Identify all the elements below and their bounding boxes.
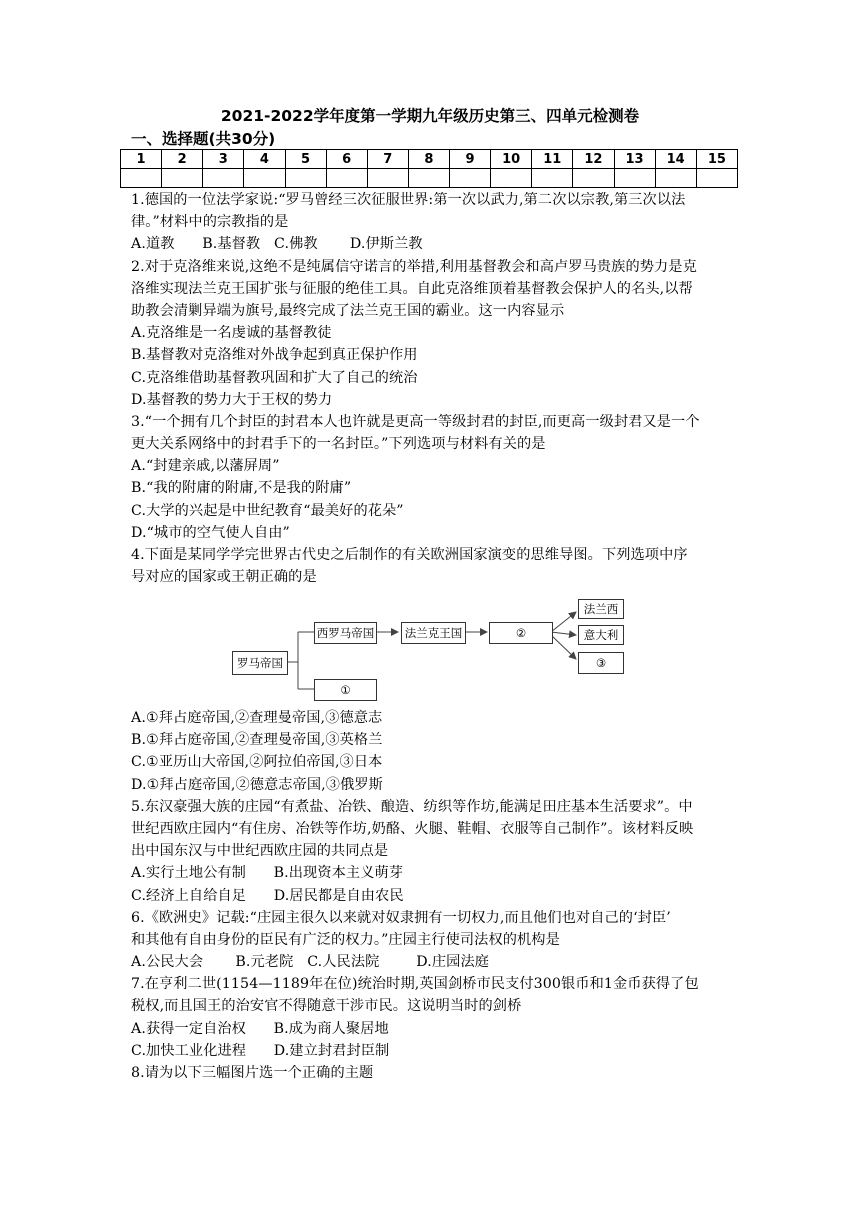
answer-number: 4: [244, 150, 285, 169]
answer-cell[interactable]: [326, 169, 367, 188]
answer-number: 2: [162, 150, 203, 169]
answer-cell[interactable]: [614, 169, 655, 188]
option-line: C.加快工业化进程 D.建立封君封臣制: [131, 1042, 390, 1059]
question-line: 2.对于克洛维来说,这绝不是纯属信守诺言的举措,利用基督教会和高卢罗马贵族的势力是克: [131, 258, 697, 275]
questions-4-to-8: [131, 707, 741, 1084]
option-line: B.基督教对克洛维对外战争起到真正保护作用: [131, 347, 418, 364]
option-line: B.“我的附庸的附庸,不是我的附庸”: [131, 480, 352, 497]
answer-cell[interactable]: [367, 169, 408, 188]
question-line: 助教会清剿异端为旗号,最终完成了法兰克王国的霸业。这一内容显示: [131, 302, 565, 319]
answer-number: 12: [573, 150, 614, 169]
option-line: D.基督教的势力大于王权的势力: [131, 391, 333, 408]
answer-number: 1: [121, 150, 162, 169]
question-line: 5.东汉豪强大族的庄园“有煮盐、冶铁、酿造、纺织等作坊,能满足田庄基本生活要求”。中: [131, 798, 693, 815]
answer-cell[interactable]: [696, 169, 737, 188]
answer-number: 14: [655, 150, 696, 169]
option-line: B.①拜占庭帝国,②查理曼帝国,③英格兰: [131, 732, 383, 749]
answer-number: 5: [285, 150, 326, 169]
option-line: D.“城市的空气使人自由”: [131, 524, 290, 541]
answer-cell[interactable]: [285, 169, 326, 188]
node-frankish-kingdom: 法兰克王国: [401, 622, 466, 644]
option-line: A.“封建亲戚,以藩屏周”: [131, 458, 280, 475]
node-italy: 意大利: [578, 625, 624, 645]
option-line: A.克洛维是一名虔诚的基督教徒: [131, 325, 332, 342]
answer-number: 11: [532, 150, 573, 169]
answer-number: 6: [326, 150, 367, 169]
page-title: 2021-2022学年度第一学期九年级历史第三、四单元检测卷: [220, 107, 640, 125]
answer-cell[interactable]: [573, 169, 614, 188]
node-western-roman-empire: 西罗马帝国: [314, 622, 377, 644]
option-line: A.①拜占庭帝国,②查理曼帝国,③德意志: [131, 710, 383, 726]
question-line: 1.德国的一位法学家说:“罗马曾经三次征服世界:第一次以武力,第二次以宗教,第三次以法: [131, 192, 686, 208]
answer-number: 13: [614, 150, 655, 169]
answer-number: 10: [491, 150, 532, 169]
option-line: C.①亚历山大帝国,②阿拉伯帝国,③日本: [131, 754, 383, 771]
question-line: 4.下面是某同学学完世界古代史之后制作的有关欧洲国家演变的思维导图。下列选项中序: [131, 547, 688, 563]
question-line: 8.请为以下三幅图片选一个正确的主题: [131, 1065, 374, 1081]
answer-number: 3: [203, 150, 244, 169]
answer-number: 7: [367, 150, 408, 169]
question-line: 号对应的国家或王朝正确的是: [131, 569, 317, 586]
answer-number: 15: [696, 150, 737, 169]
questions-1-to-4: [131, 189, 741, 588]
question-line: 7.在亨利二世(1154—1189年在位)统治时期,英国剑桥市民支付300银币和1金币获得了包: [131, 976, 699, 993]
answer-table-blank-row: [121, 169, 738, 188]
question-line: 世纪西欧庄园内“有住房、冶铁等作坊,奶酪、火腿、鞋帽、衣服等自己制作”。该材料反映: [131, 820, 694, 837]
answer-cell[interactable]: [244, 169, 285, 188]
option-line: C.大学的兴起是中世纪教育“最美好的花朵”: [131, 502, 404, 519]
option-line: D.①拜占庭帝国,②德意志帝国,③俄罗斯: [131, 776, 383, 793]
answer-number: 9: [450, 150, 491, 169]
answer-cell[interactable]: [655, 169, 696, 188]
answer-table: [120, 149, 738, 188]
question-line: 3.“一个拥有几个封臣的封君本人也许就是更高一等级封君的封臣,而更高一级封君又是一个: [131, 413, 700, 430]
option-line: A.获得一定自治权 B.成为商人聚居地: [131, 1020, 389, 1037]
answer-cell[interactable]: [532, 169, 573, 188]
question-line: 和其他有自由身份的臣民有广泛的权力。”庄园主行使司法权的机构是: [131, 931, 560, 948]
node-france: 法兰西: [578, 599, 624, 619]
question-line: 出中国东汉与中世纪西欧庄园的共同点是: [131, 843, 389, 860]
answer-table-header-row: [121, 150, 738, 169]
answer-cell[interactable]: [121, 169, 162, 188]
answer-number: 8: [408, 150, 449, 169]
question-line: 更大关系网络中的封君手下的一名封臣。”下列选项与材料有关的是: [131, 436, 546, 453]
option-line: A.实行土地公有制 B.出现资本主义萌芽: [131, 865, 404, 882]
node-2: ②: [489, 622, 553, 644]
option-line: A.道教 B.基督教 C.佛教 D.伊斯兰教: [131, 236, 423, 253]
answer-cell[interactable]: [203, 169, 244, 188]
answer-cell[interactable]: [450, 169, 491, 188]
answer-cell[interactable]: [162, 169, 203, 188]
option-line: C.经济上自给自足 D.居民都是自由农民: [131, 887, 404, 904]
question-line: 6.《欧洲史》记载:“庄园主很久以来就对奴隶拥有一切权力,而且他们也对自己的‘封臣’: [131, 909, 671, 926]
answer-cell[interactable]: [408, 169, 449, 188]
mind-map-diagram: [228, 597, 638, 707]
mind-map-connectors: [228, 597, 638, 707]
section-heading: 一、选择题(共30分): [131, 130, 276, 148]
option-line: A.公民大会 B.元老院 C.人民法院 D.庄园法庭: [131, 954, 490, 971]
answer-cell[interactable]: [491, 169, 532, 188]
node-3: ③: [578, 652, 624, 674]
node-roman-empire: 罗马帝国: [232, 651, 288, 675]
node-1: ①: [314, 679, 377, 701]
question-line: 税权,而且国王的治安官不得随意干涉市民。这说明当时的剑桥: [131, 998, 522, 1015]
question-line: 律。”材料中的宗教指的是: [131, 214, 289, 231]
option-line: C.克洛维借助基督教巩固和扩大了自己的统治: [131, 369, 418, 386]
question-line: 洛维实现法兰克王国扩张与征服的绝佳工具。自此克洛维顶着基督教会保护人的名头,以帮: [131, 280, 693, 297]
